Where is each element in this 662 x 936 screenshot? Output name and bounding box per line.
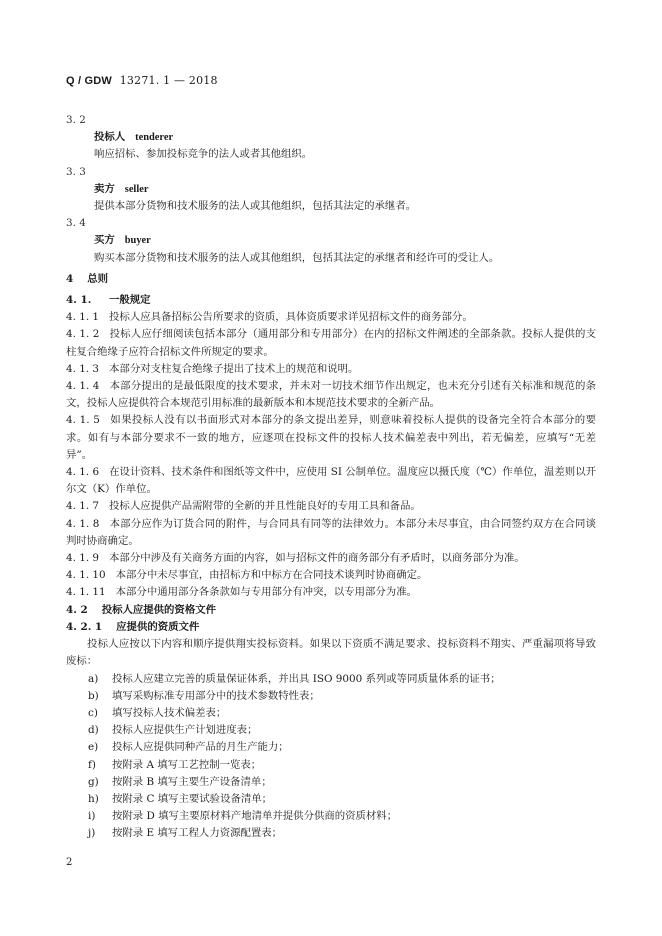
clause-4-1-6	[66, 464, 596, 498]
list-item	[66, 739, 596, 756]
clause-4-1-1	[66, 309, 596, 326]
clause-4-1-11	[66, 584, 596, 601]
list-text: 按附录 B 填写主要生产设备清单；	[112, 775, 272, 788]
term-zh: 投标人	[94, 131, 126, 144]
clause-text: 本部分提出的是最低限度的技术要求，并未对一切技术细节作出规定，也未充分引述有关标准和规范的条文，投标人应提供符合本规范引用标准的最新版本和本规范技术要求的全新产品。	[66, 380, 596, 410]
clause-text: 本部分应作为订货合同的附件，与合同具有同等的法律效力。本部分未尽事宜，由合同签约双方在合同谈判时协商确定。	[66, 517, 596, 547]
clause-number: 4. 1. 8	[66, 517, 100, 530]
clause-4-1-9	[66, 550, 596, 567]
term-3-3	[66, 164, 596, 216]
list-text: 投标人应提供生产计划进度表；	[112, 724, 258, 737]
list-item	[66, 825, 596, 842]
document-body	[66, 112, 596, 843]
term-definition: 提供本部分货物和技术服务的法人或其他组织，包括其法定的承继者。	[94, 200, 417, 213]
clause-text: 投标人应具备招标公告所要求的资质，具体资质要求详见招标文件的商务部分。	[109, 311, 473, 324]
list-item	[66, 722, 596, 739]
term-3-2	[66, 112, 596, 164]
clause-text: 如果投标人没有以书面形式对本部分的条文提出差异，则意味着投标人提供的设备完全符合本部分的要求。如有与本部分要求不一致的地方，应逐项在投标文件的投标人技术偏差表中列出，若无偏差，应填写“无差异”。	[66, 414, 596, 461]
clause-number: 4. 1. 2	[66, 328, 100, 341]
clause-text: 本部分中通用部分各条款如与专用部分有冲突，以专用部分为准。	[115, 586, 417, 599]
term-number: 3. 2	[66, 114, 86, 126]
clause-number: 4. 1. 10	[66, 569, 106, 582]
list-item	[66, 688, 596, 705]
clause-number: 4. 1. 9	[66, 552, 100, 565]
list-text: 投标人应提供同种产品的月生产能力；	[112, 741, 289, 754]
list-text: 按附录 A 填写工艺控制一览表；	[112, 758, 262, 771]
list-item	[66, 808, 596, 825]
list-text: 按附录 C 填写主要试验设备清单；	[112, 792, 273, 805]
term-definition: 响应招标、参加投标竞争的法人或者其他组织。	[94, 148, 313, 161]
list-text: 投标人应建立完善的质量保证体系，并出具 ISO 9000 系列或等同质量体系的证书；	[112, 672, 501, 685]
clause-text: 投标人应提供产品需附带的全新的并且性能良好的专用工具和备品。	[109, 500, 421, 513]
clause-4-1-4	[66, 378, 596, 412]
clause-4-1-5	[66, 412, 596, 464]
list-text: 按附录 D 填写主要原材料产地清单并提供分供商的资质材料；	[112, 810, 398, 823]
list-label: g)	[88, 775, 99, 788]
section-number: 4. 2	[66, 603, 88, 616]
list-label: i)	[88, 810, 96, 823]
list-text: 填写采购标准专用部分中的技术参数特性表；	[112, 689, 320, 702]
list-item	[66, 774, 596, 791]
section-heading-4-2-1	[66, 619, 596, 636]
section-title: 一般规定	[108, 294, 151, 307]
section-heading-4-1	[66, 292, 596, 309]
term-heading	[66, 129, 596, 146]
clause-text: 本部分对支柱复合绝缘子提出了技术上的规范和说明。	[109, 362, 359, 375]
section-number: 4. 1.	[66, 294, 95, 307]
section-heading-4	[66, 271, 596, 288]
page-number: 2	[66, 857, 73, 868]
term-number: 3. 4	[66, 217, 86, 230]
list-item	[66, 705, 596, 722]
section-number: 4. 2. 1	[66, 620, 103, 633]
term-definition: 购买本部分货物和技术服务的法人或其他组织，包括其法定的承继者和经许可的受让人。	[94, 251, 500, 264]
term-heading	[66, 232, 596, 249]
list-label: e)	[88, 741, 99, 754]
clause-text: 本部分中未尽事宜，由招标方和中标方在合同技术谈判时协商确定。	[115, 569, 428, 582]
term-3-4	[66, 215, 596, 267]
section-heading-4-2	[66, 602, 596, 619]
clause-number: 4. 1. 7	[66, 500, 100, 513]
clause-number: 4. 1. 1	[66, 311, 100, 324]
section-title: 总则	[87, 272, 109, 285]
list-label: a)	[88, 672, 99, 685]
term-en: buyer	[124, 235, 151, 247]
list-label: d)	[88, 724, 99, 737]
list-label: c)	[88, 706, 98, 719]
section-title: 投标人应提供的资格文件	[101, 603, 216, 616]
section-title: 应提供的资质文件	[116, 620, 200, 633]
term-number: 3. 3	[66, 165, 86, 178]
intro-paragraph: 投标人应按以下内容和顺序提供翔实投标资料。如果以下资质不满足要求、投标资料不翔实、严重漏项将导致废标：	[66, 638, 596, 668]
clause-text: 本部分中涉及有关商务方面的内容，如与招标文件的商务部分有矛盾时，以商务部分为准。	[109, 552, 525, 565]
clause-text: 在设计资料、技术条件和图纸等文件中，应使用 SI 公制单位。温度应以摄氏度（℃）作单位，温差则以开尔文（K）作单位。	[66, 466, 596, 496]
document-header	[66, 74, 218, 87]
list-item	[66, 791, 596, 808]
list-text: 按附录 E 填写工程人力资源配置表；	[112, 827, 283, 840]
clause-4-1-3	[66, 361, 596, 378]
list-item	[66, 671, 596, 688]
clause-4-1-10	[66, 567, 596, 584]
term-zh: 卖方	[94, 182, 115, 195]
term-en: seller	[124, 183, 149, 195]
list-label: f)	[88, 758, 96, 771]
list-label: h)	[88, 792, 99, 805]
clause-number: 4. 1. 11	[66, 586, 106, 599]
list-item	[66, 757, 596, 774]
clause-text: 投标人应仔细阅读包括本部分（通用部分和专用部分）在内的招标文件阐述的全部条款。投标人提供的支柱复合绝缘子应符合招标文件所规定的要求。	[66, 328, 596, 358]
standard-number: 13271. 1 — 2018	[119, 74, 218, 87]
term-zh: 买方	[94, 234, 115, 247]
list-label: j)	[88, 827, 96, 840]
clause-number: 4. 1. 5	[66, 414, 100, 427]
list-text: 填写投标人技术偏差表；	[112, 706, 227, 719]
list-label: b)	[88, 689, 99, 702]
clause-4-1-7	[66, 498, 596, 515]
clause-number: 4. 1. 4	[66, 380, 100, 393]
standard-code: Q / GDW	[66, 75, 113, 87]
clause-4-1-8	[66, 516, 596, 550]
clause-number: 4. 1. 3	[66, 362, 100, 375]
term-en: tenderer	[135, 132, 174, 144]
term-heading	[66, 181, 596, 198]
clause-4-1-2	[66, 326, 596, 360]
section-number: 4	[66, 272, 74, 285]
clause-number: 4. 1. 6	[66, 466, 100, 479]
